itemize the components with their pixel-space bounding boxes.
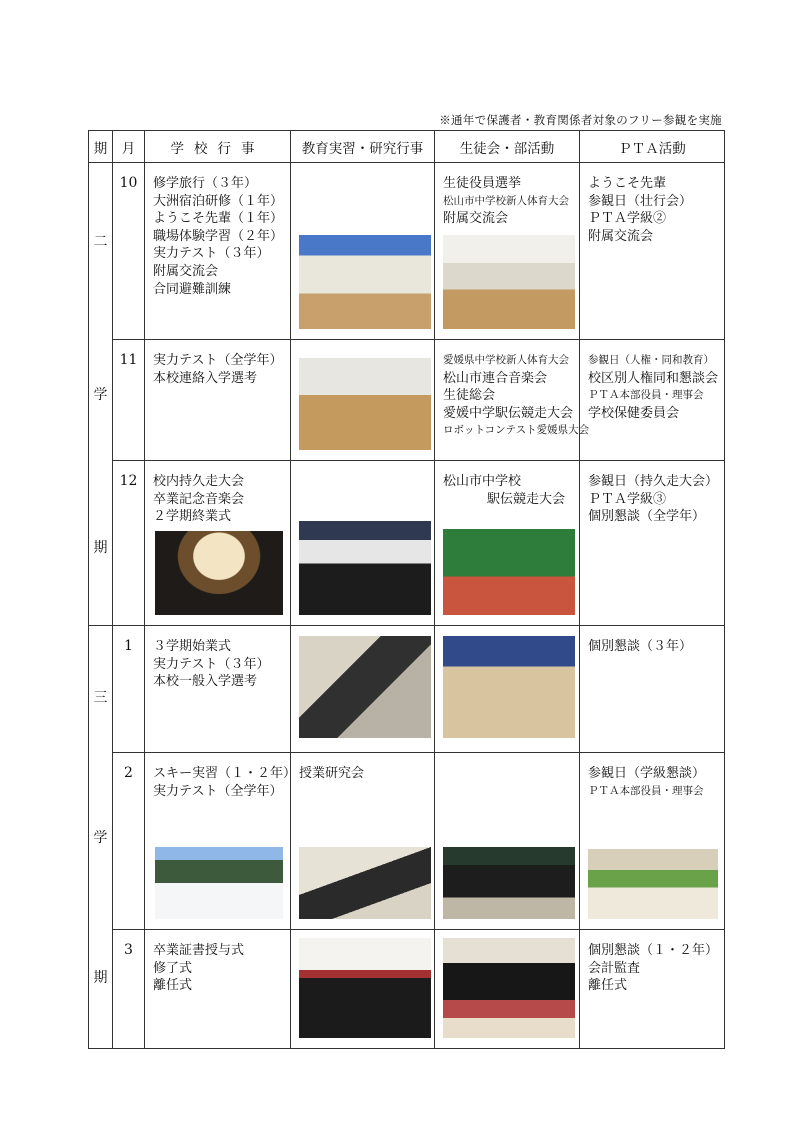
list-item: 会計監査 [588,960,641,976]
list-item: 修了式 [153,960,193,976]
training-cell [291,340,435,461]
runners-group-photo [299,521,431,615]
table-header-row [89,131,725,163]
list-item: 職場体験学習（２年） [153,228,284,244]
pta-cell [580,626,725,753]
training-cell [291,626,435,753]
list-item: 本校一般入学選考 [153,674,258,690]
list-item: ＰＴＡ本部役員・理事会 [588,784,704,797]
month-cell: 12 [113,461,145,626]
pta-meeting-photo [588,849,718,919]
term-char: 三 [93,690,108,706]
header-student-council: 生徒会・部活動 [435,131,580,163]
header-pta: ＰＴＡ活動 [580,131,725,163]
training-cell [291,753,435,930]
list-item: スキー実習（１・２年） [153,766,297,781]
month-cell: 11 [113,340,145,461]
header-training: 教育実習・研究行事 [291,131,435,163]
table-row [89,753,725,930]
pta-cell [580,930,725,1049]
list-item: 大洲宿泊研修（１年） [153,193,284,209]
list-item: 卒業証書授与式 [153,943,245,958]
header-school-events: 学校行事 [145,131,291,163]
schedule-table [88,130,725,1049]
list-item: 個別懇談（３年） [588,639,693,654]
school-events-cell [145,461,291,626]
pta-cell [580,753,725,930]
relay-race-photo [443,529,575,615]
student-council-cell [435,461,580,626]
list-item: 参観日（人権・同和教育） [588,354,714,366]
list-item: 修学旅行（３年） [153,176,258,191]
pta-cell [580,340,725,461]
ski-trip-photo [155,847,283,919]
table-row [89,340,725,461]
list-item: 参観日（持久走大会） [588,474,719,489]
training-cell [291,930,435,1049]
list-item: 学校保健委員会 [588,405,680,421]
term-char: 二 [93,233,108,250]
graduation-ceremony-photo [299,938,431,1038]
school-events-cell [145,340,291,461]
month-cell: 2 [113,753,145,930]
table-row [89,461,725,626]
student-council-cell [435,340,590,461]
list-item: 卒業記念音楽会 [153,491,245,507]
list-item: 校区別人権同和懇談会 [588,370,719,386]
basketball-team-photo [299,235,431,329]
list-item: 実力テスト（全学年） [153,353,283,368]
list-item: 離任式 [588,978,628,994]
school-events-cell [145,626,291,753]
month-cell: 3 [113,930,145,1049]
list-item: ＰＴＡ学級③ [588,491,667,507]
school-events-cell [145,163,291,340]
list-item: 生徒役員選挙 [443,176,522,191]
list-item: 松山市連合音楽会 [443,370,548,386]
student-council-cell [435,753,580,930]
training-cell [291,461,435,626]
month-cell: 10 [113,163,145,340]
list-item: 松山市中学校 [443,474,522,489]
election-voting-photo [443,235,575,329]
pta-cell [580,163,725,340]
header-term: 期 [89,131,113,163]
table-row [89,626,725,753]
list-item: 授業研究会 [299,766,365,781]
term-char: 学 [93,386,108,403]
student-council-cell [435,626,580,753]
list-item: ようこそ先輩（１年） [153,211,284,227]
concert-stage-photo [155,531,283,615]
classroom-activity-photo [299,636,431,738]
list-item: 愛媛中学駅伝競走大会 [443,405,574,421]
list-item: ＰＴＡ本部役員・理事会 [588,389,704,402]
research-lesson-photo [299,847,431,919]
list-item: 松山市中学校新人体育大会 [443,194,569,207]
list-item: 愛媛県中学校新人体育大会 [443,354,569,366]
volleyball-practice-photo [299,358,431,450]
student-council-cell [435,163,580,340]
free-observation-note: ※通年で保護者・教育関係者対象のフリー参観を実施 [439,113,722,127]
list-item: ＰＴＡ学級② [588,211,667,227]
gym-sports-photo [443,636,575,738]
month-cell: 1 [113,626,145,753]
list-item: ロボットコンテスト愛媛県大会 [443,424,590,437]
list-item: 附属交流会 [588,228,654,244]
list-item: 生徒総会 [443,388,496,404]
term-char: 期 [93,540,108,557]
table-row [89,163,725,340]
school-events-cell [145,930,291,1049]
training-cell [291,163,435,340]
list-item: 本校連絡入学選考 [153,370,258,386]
list-item: 合同避難訓練 [153,281,232,297]
list-item: 附属交流会 [443,211,509,227]
graduation-hall-photo [443,938,575,1038]
list-item: 附属交流会 [153,263,219,279]
list-item: 個別懇談（１・２年） [588,943,719,958]
list-item: 参観日（学級懇談） [588,766,706,781]
list-item: ようこそ先輩 [588,176,667,191]
table-row [89,930,725,1049]
group-study-photo [443,847,575,919]
list-item: 個別懇談（全学年） [588,509,706,525]
pta-cell [580,461,725,626]
school-events-cell [145,753,297,930]
header-month: 月 [113,131,145,163]
list-item: 離任式 [153,978,193,994]
second-term-label [89,163,113,626]
list-item: 実力テスト（全学年） [153,783,283,799]
term-char: 学 [93,830,108,846]
list-item: 校内持久走大会 [153,474,245,489]
term-char: 期 [93,970,108,986]
list-item: 実力テスト（３年） [153,246,270,262]
list-item: ３学期始業式 [153,639,232,654]
list-item: ２学期終業式 [153,509,232,525]
list-item: 参観日（壮行会） [588,193,693,209]
student-council-cell [435,930,580,1049]
list-item: 実力テスト（３年） [153,656,270,672]
list-item: 駅伝競走大会 [486,491,565,507]
third-term-label [89,626,113,1049]
